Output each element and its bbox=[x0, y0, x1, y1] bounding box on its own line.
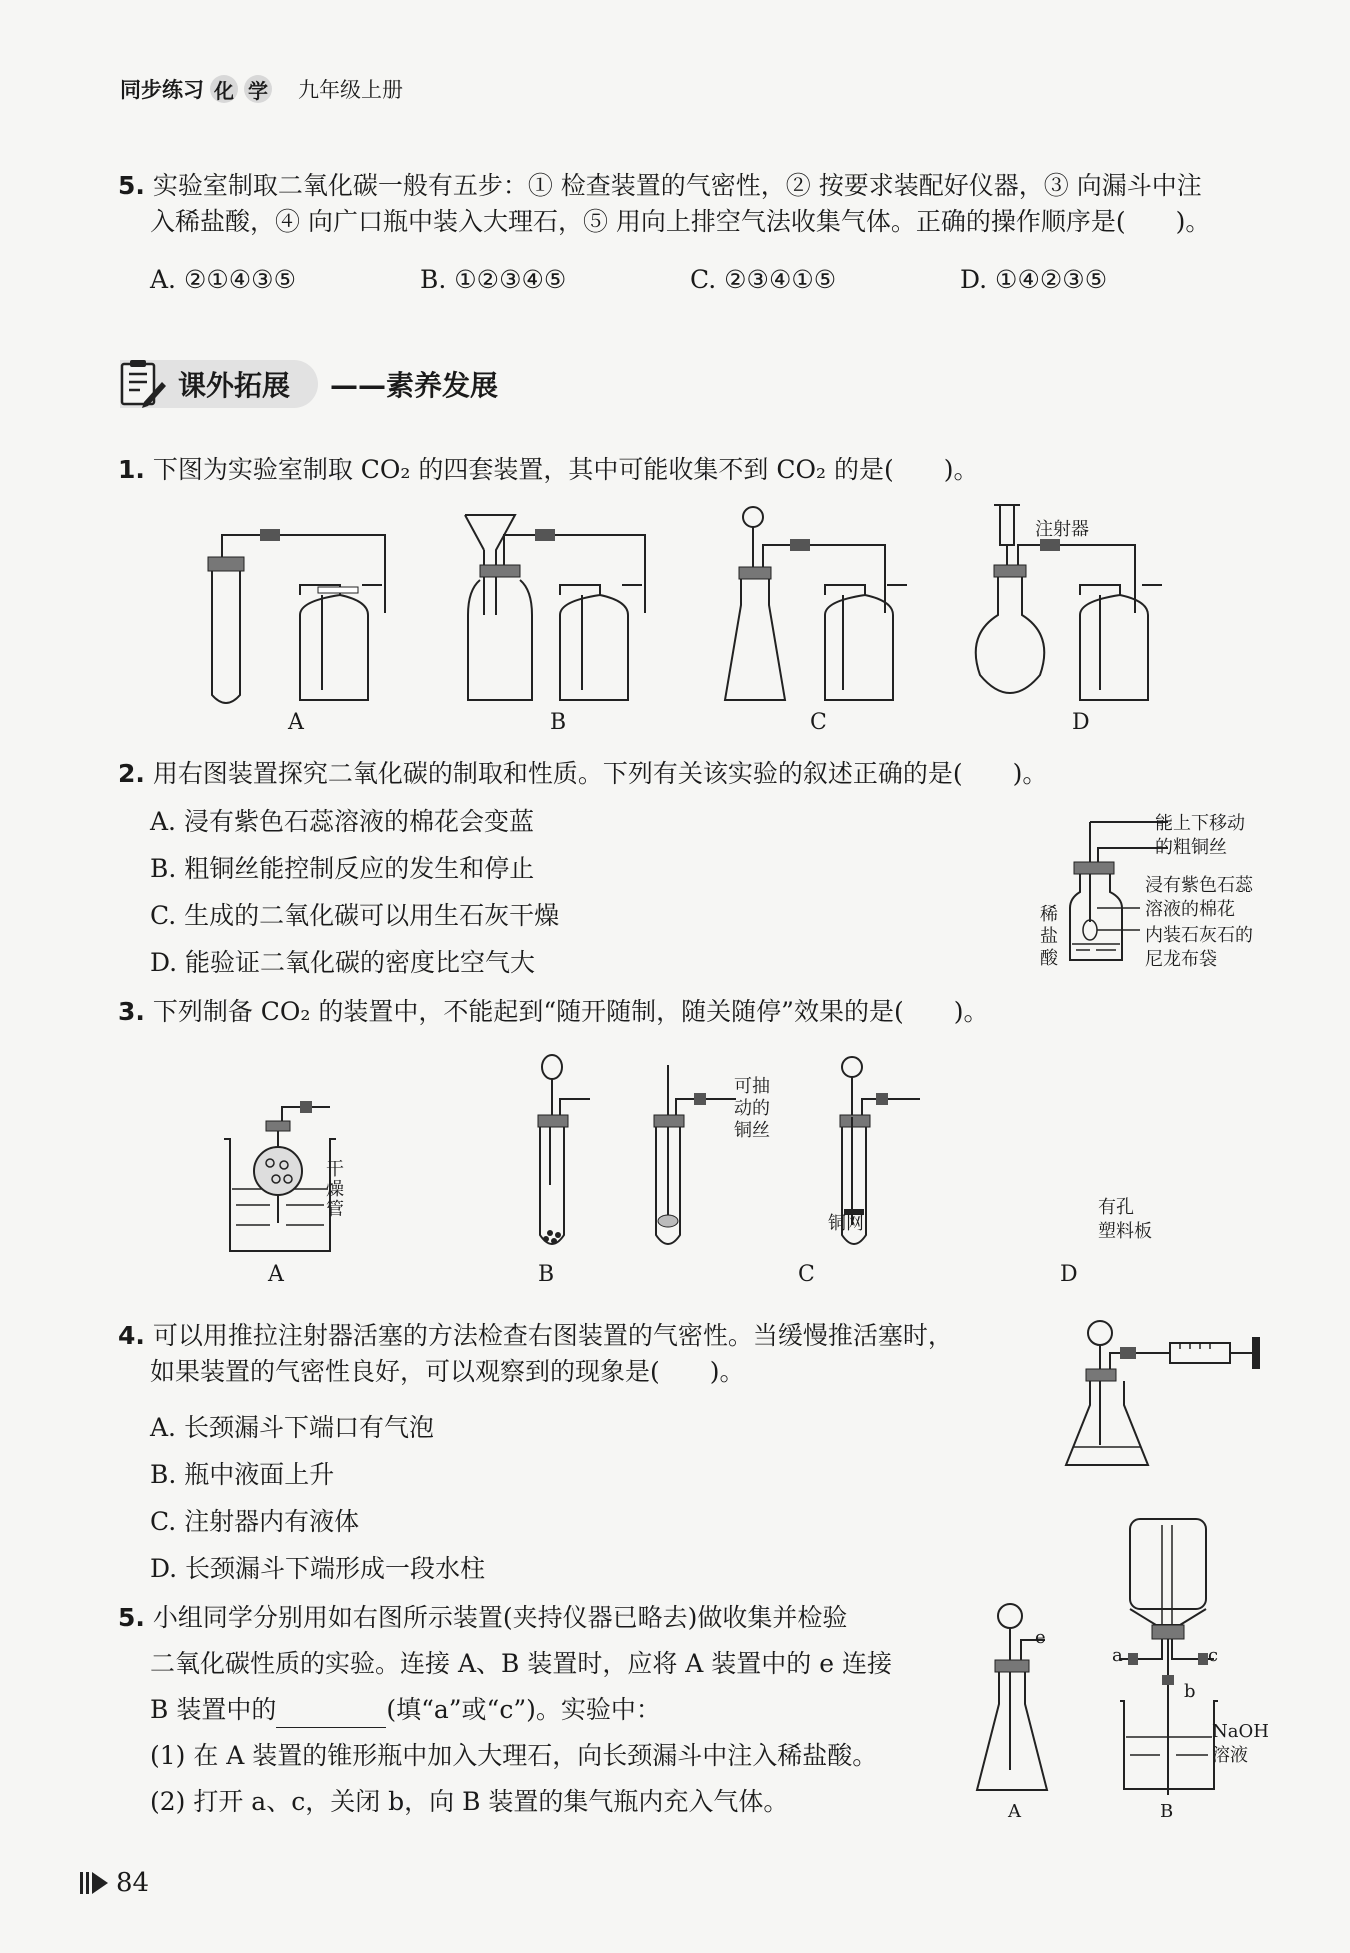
apparatus-b bbox=[538, 1055, 590, 1244]
section-subtitle: ——素养发展 bbox=[330, 369, 499, 402]
e3-number: 3. bbox=[118, 997, 145, 1026]
e2-cotton-label-1: 浸有紫色石蕊 bbox=[1145, 875, 1253, 896]
q5-option-a[interactable]: A. ②①④③⑤ bbox=[150, 265, 297, 294]
e5-naoh-label-1: NaOH bbox=[1212, 1721, 1269, 1742]
e2-options bbox=[150, 804, 559, 992]
e3-wire-label bbox=[734, 1076, 770, 1142]
grade-label: 九年级上册 bbox=[298, 78, 403, 102]
extension-question-3 bbox=[118, 994, 988, 1030]
e5-label-b: b bbox=[1184, 1681, 1196, 1702]
extension-question-2 bbox=[118, 756, 1047, 792]
extension-question-1 bbox=[118, 452, 978, 488]
e3-dry-tube-label bbox=[326, 1160, 344, 1220]
e2-cotton-label bbox=[1145, 874, 1253, 922]
e5-naoh-label bbox=[1212, 1720, 1269, 1768]
page-header bbox=[120, 74, 403, 104]
section-title: 课外拓展 bbox=[120, 360, 318, 408]
e5-apparatus-a bbox=[975, 1600, 1075, 1800]
e2-acid-char-2: 盐 bbox=[1040, 926, 1058, 947]
e3-label-c: C bbox=[798, 1262, 815, 1287]
e4-option-d[interactable]: D. 长颈漏斗下端形成一段水柱 bbox=[150, 1554, 486, 1583]
e5-label-a: a bbox=[1112, 1645, 1123, 1666]
e1-label-a: A bbox=[288, 710, 304, 735]
q5-number: 5. bbox=[118, 171, 145, 200]
question-5 bbox=[118, 168, 1278, 240]
e5-text-2: 二氧化碳性质的实验。连接 A、B 装置时，应将 A 装置中的 e 连接 bbox=[150, 1649, 892, 1678]
e2-text: 用右图装置探究二氧化碳的制取和性质。下列有关该实验的叙述正确的是( )。 bbox=[152, 759, 1048, 788]
e3-plate-label bbox=[1098, 1196, 1152, 1244]
e3-label-b: B bbox=[538, 1262, 555, 1287]
e2-wire-label bbox=[1155, 812, 1245, 860]
e3-label-d: D bbox=[1060, 1262, 1078, 1287]
e5-text-3b: (填“a”或“c”)。实验中： bbox=[386, 1695, 661, 1724]
e3-apparatus-figure bbox=[220, 1055, 1220, 1255]
e2-acid-label bbox=[1040, 904, 1058, 970]
q5-option-b[interactable]: B. ①②③④⑤ bbox=[420, 265, 567, 294]
e2-option-b[interactable]: B. 粗铜丝能控制反应的发生和停止 bbox=[150, 854, 535, 883]
extension-question-5 bbox=[118, 1600, 968, 1820]
e2-option-a[interactable]: A. 浸有紫色石蕊溶液的棉花会变蓝 bbox=[150, 807, 534, 836]
e3-wire-label-2: 动的 bbox=[734, 1098, 770, 1119]
e2-wire-label-2: 的粗铜丝 bbox=[1155, 837, 1227, 858]
e3-wire-label-1: 可抽 bbox=[734, 1076, 770, 1097]
e3-text: 下列制备 CO₂ 的装置中，不能起到“随开随制，随关随停”效果的是( )。 bbox=[152, 997, 989, 1026]
apparatus-a bbox=[224, 1101, 336, 1251]
e3-wire-label-3: 铜丝 bbox=[734, 1120, 770, 1141]
e5-answer-blank[interactable] bbox=[276, 1701, 386, 1728]
e1-apparatus-figure bbox=[200, 505, 1350, 735]
page-marker-icon bbox=[80, 1872, 108, 1894]
e3-dry-tube-char-1: 干 bbox=[326, 1159, 344, 1180]
e4-option-c[interactable]: C. 注射器内有液体 bbox=[150, 1507, 360, 1536]
apparatus-b bbox=[465, 515, 645, 700]
e2-wire-label-1: 能上下移动 bbox=[1155, 813, 1245, 834]
e1-label-d: D bbox=[1072, 710, 1090, 735]
e4-option-a[interactable]: A. 长颈漏斗下端口有气泡 bbox=[150, 1413, 434, 1442]
q5-text-1: 实验室制取二氧化碳一般有五步：① 检查装置的气密性，② 按要求装配好仪器，③ 向漏斗中注 bbox=[152, 171, 1202, 200]
q5-option-c[interactable]: C. ②③④①⑤ bbox=[690, 265, 837, 294]
page-footer bbox=[80, 1868, 149, 1898]
e5-step-2: (2) 打开 a、c，关闭 b，向 B 装置的集气瓶内充入气体。 bbox=[150, 1787, 789, 1816]
e5-naoh-label-2: 溶液 bbox=[1212, 1745, 1248, 1766]
e2-option-d[interactable]: D. 能验证二氧化碳的密度比空气大 bbox=[150, 948, 536, 977]
e5-apparatus-b bbox=[1110, 1515, 1250, 1835]
e1-text: 下图为实验室制取 CO₂ 的四套装置，其中可能收集不到 CO₂ 的是( )。 bbox=[152, 455, 979, 484]
e4-option-b[interactable]: B. 瓶中液面上升 bbox=[150, 1460, 335, 1489]
e1-label-b: B bbox=[550, 710, 567, 735]
e2-acid-char-1: 稀 bbox=[1040, 904, 1058, 925]
subject-char-1: 化 bbox=[210, 75, 238, 103]
e4-number: 4. bbox=[118, 1321, 145, 1350]
notepad-pencil-icon bbox=[118, 358, 168, 410]
e3-plate-label-1: 有孔 bbox=[1098, 1197, 1134, 1218]
e2-bag-label-1: 内装石灰石的 bbox=[1145, 925, 1253, 946]
apparatus-c bbox=[654, 1065, 736, 1244]
e2-acid-char-3: 酸 bbox=[1040, 948, 1058, 969]
section-header bbox=[118, 358, 498, 410]
e4-text-1: 可以用推拉注射器活塞的方法检查右图装置的气密性。当缓慢推活塞时， bbox=[152, 1321, 953, 1350]
e2-bag-label-2: 尼龙布袋 bbox=[1145, 949, 1217, 970]
syringe-label: 注射器 bbox=[1035, 519, 1089, 540]
q5-text-2: 入稀盐酸，④ 向广口瓶中装入大理石，⑤ 用向上排空气法收集气体。正确的操作顺序是( )。 bbox=[150, 207, 1211, 236]
e2-number: 2. bbox=[118, 759, 145, 788]
e1-number: 1. bbox=[118, 455, 145, 484]
e3-dry-tube-char-2: 燥 bbox=[326, 1179, 344, 1200]
e3-label-a: A bbox=[268, 1262, 284, 1287]
subject-char-2: 学 bbox=[244, 75, 272, 103]
e4-text-2: 如果装置的气密性良好，可以观察到的现象是( )。 bbox=[150, 1357, 745, 1386]
e4-options bbox=[150, 1410, 485, 1598]
e2-cotton-label-2: 溶液的棉花 bbox=[1145, 899, 1235, 920]
e5-number: 5. bbox=[118, 1603, 145, 1632]
e5-step-1: (1) 在 A 装置的锥形瓶中加入大理石，向长颈漏斗中注入稀盐酸。 bbox=[150, 1741, 878, 1770]
e3-net-label: 铜网 bbox=[828, 1213, 864, 1234]
q5-options bbox=[150, 262, 1270, 298]
e5-fig-label-b: B bbox=[1160, 1801, 1174, 1822]
e3-dry-tube-char-3: 管 bbox=[326, 1199, 344, 1220]
e2-bag-label bbox=[1145, 924, 1253, 972]
book-title: 同步练习 bbox=[120, 78, 204, 102]
apparatus-c bbox=[725, 507, 907, 700]
e4-apparatus-figure bbox=[1060, 1315, 1290, 1475]
e5-label-e: e bbox=[1035, 1627, 1046, 1648]
extension-question-4 bbox=[118, 1318, 1058, 1390]
e5-text-1: 小组同学分别用如右图所示装置(夹持仪器已略去)做收集并检验 bbox=[152, 1603, 848, 1632]
e2-option-c[interactable]: C. 生成的二氧化碳可以用生石灰干燥 bbox=[150, 901, 560, 930]
e3-plate-label-2: 塑料板 bbox=[1098, 1221, 1152, 1242]
page-number: 84 bbox=[116, 1868, 150, 1898]
apparatus-a bbox=[208, 529, 385, 703]
e5-fig-label-a: A bbox=[1008, 1801, 1021, 1822]
e5-label-c: c bbox=[1208, 1645, 1219, 1666]
e5-text-3a: B 装置中的 bbox=[150, 1695, 277, 1724]
e1-label-c: C bbox=[810, 710, 827, 735]
q5-option-d[interactable]: D. ①④②③⑤ bbox=[960, 265, 1108, 294]
